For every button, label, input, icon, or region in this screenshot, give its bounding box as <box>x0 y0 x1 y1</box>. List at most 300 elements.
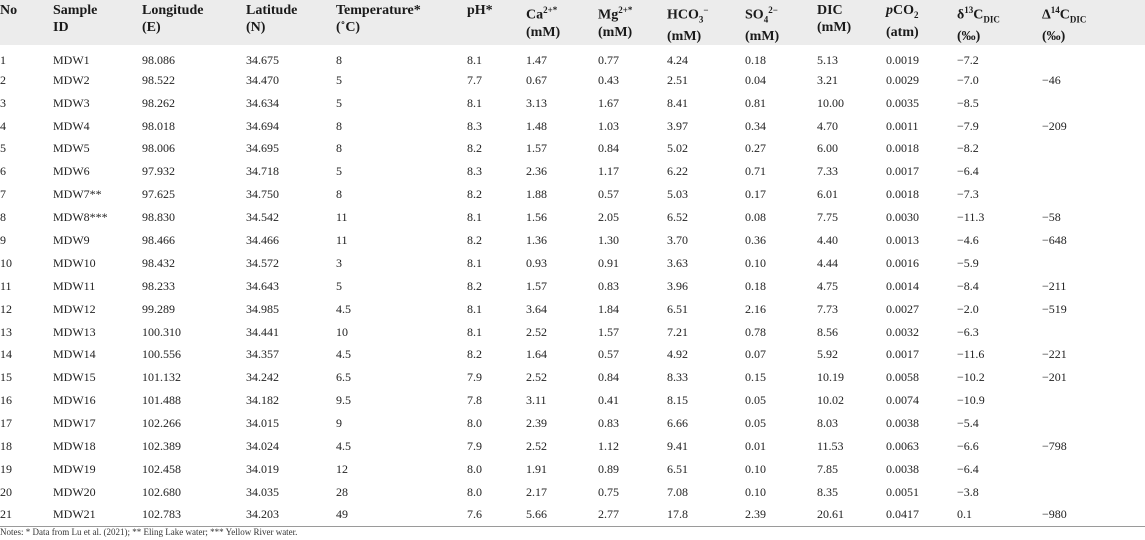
table-row <box>0 206 1145 229</box>
cell-mg: 1.12 <box>598 439 619 454</box>
cell-mg: 0.84 <box>598 141 619 156</box>
cell-latitude: 34.675 <box>246 52 279 67</box>
cell-mg: 2.77 <box>598 503 667 526</box>
cell-mg: 0.43 <box>598 72 619 87</box>
cell-latitude: 34.024 <box>246 439 279 454</box>
cell-sample-id: MDW10 <box>53 255 96 270</box>
cell-d13c: −2.0 <box>957 301 979 316</box>
cell-sample-id: MDW5 <box>53 141 90 156</box>
header-latitude: Latitude (N) <box>246 0 336 45</box>
cell-D14c <box>1042 251 1145 274</box>
cell-d13c: −7.0 <box>957 72 979 87</box>
cell-sample-id: MDW19 <box>53 461 96 476</box>
cell-hco3: 6.51 <box>667 461 688 476</box>
cell-d13c: −10.9 <box>957 393 985 408</box>
table-row <box>0 343 1145 366</box>
cell-so4: 0.10 <box>745 255 766 270</box>
cell-longitude: 102.680 <box>142 484 181 499</box>
header-ph: pH* <box>467 0 526 45</box>
table-row <box>0 160 1145 183</box>
cell-latitude: 34.634 <box>246 95 279 110</box>
cell-dic: 4.40 <box>817 233 838 248</box>
cell-temperature: 5 <box>336 95 342 110</box>
cell-mg: 0.91 <box>598 255 619 270</box>
cell-D14c: −209 <box>1042 118 1067 133</box>
cell-d13c: −6.4 <box>957 164 979 179</box>
cell-no: 17 <box>0 416 12 431</box>
cell-so4: 0.81 <box>745 95 766 110</box>
cell-d13c: −7.3 <box>957 187 979 202</box>
cell-D14c <box>1042 457 1145 480</box>
header-so4: $SO_4^{2-}$ (mM) <box>745 0 817 45</box>
cell-D14c: −798 <box>1042 439 1067 454</box>
cell-mg: 0.83 <box>598 278 619 293</box>
cell-longitude: 97.625 <box>142 187 175 202</box>
cell-latitude: 34.470 <box>246 72 279 87</box>
cell-mg: 0.84 <box>598 370 619 385</box>
cell-mg: 0.77 <box>598 52 619 67</box>
cell-d13c: −5.9 <box>957 255 979 270</box>
cell-mg: 1.67 <box>598 95 619 110</box>
cell-ca: 3.11 <box>526 393 547 408</box>
cell-pco2: 0.0038 <box>886 416 919 431</box>
table-row <box>0 320 1145 343</box>
cell-d13c: −6.3 <box>957 324 979 339</box>
cell-hco3: 5.02 <box>667 141 688 156</box>
cell-d13c: −11.6 <box>957 347 985 362</box>
cell-ca: 3.64 <box>526 301 547 316</box>
cell-pco2: 0.0029 <box>886 72 919 87</box>
cell-longitude: 98.466 <box>142 233 175 248</box>
cell-hco3: 6.22 <box>667 164 688 179</box>
cell-ph: 8.2 <box>467 233 482 248</box>
cell-sample-id: MDW21 <box>53 503 142 526</box>
table-row <box>0 45 1145 68</box>
cell-longitude: 100.310 <box>142 324 181 339</box>
cell-dic: 10.00 <box>817 95 844 110</box>
table-row <box>0 366 1145 389</box>
cell-no: 13 <box>0 324 12 339</box>
cell-so4: 0.01 <box>745 439 766 454</box>
cell-hco3: 6.52 <box>667 210 688 225</box>
cell-sample-id: MDW4 <box>53 118 90 133</box>
cell-ca: 1.57 <box>526 278 547 293</box>
cell-ca: 1.36 <box>526 233 547 248</box>
cell-d13c: −3.8 <box>957 484 979 499</box>
table-row <box>0 297 1145 320</box>
cell-dic: 10.19 <box>817 370 844 385</box>
table-row <box>0 503 1145 526</box>
cell-D14c: −519 <box>1042 301 1067 316</box>
cell-no: 15 <box>0 370 12 385</box>
cell-so4: 0.78 <box>745 324 766 339</box>
cell-pco2: 0.0013 <box>886 233 919 248</box>
cell-hco3: 4.92 <box>667 347 688 362</box>
cell-ph: 7.9 <box>467 439 482 454</box>
table-row <box>0 389 1145 412</box>
cell-latitude: 34.572 <box>246 255 279 270</box>
cell-d13c: −8.5 <box>957 95 979 110</box>
cell-sample-id: MDW12 <box>53 301 96 316</box>
cell-sample-id: MDW2 <box>53 72 90 87</box>
cell-longitude: 102.458 <box>142 461 181 476</box>
cell-pco2: 0.0035 <box>886 95 919 110</box>
cell-temperature: 8 <box>336 141 342 156</box>
cell-longitude: 99.289 <box>142 301 175 316</box>
cell-no: 20 <box>0 484 12 499</box>
cell-D14c: −46 <box>1042 72 1061 87</box>
cell-latitude: 34.203 <box>246 503 336 526</box>
cell-sample-id: MDW9 <box>53 233 90 248</box>
cell-temperature: 5 <box>336 164 342 179</box>
cell-dic: 4.75 <box>817 278 838 293</box>
table-row <box>0 480 1145 503</box>
cell-longitude: 98.018 <box>142 118 175 133</box>
cell-dic: 5.92 <box>817 347 838 362</box>
cell-dic: 6.00 <box>817 141 838 156</box>
cell-ca: 1.47 <box>526 52 547 67</box>
cell-no: 10 <box>0 255 12 270</box>
cell-ph: 8.1 <box>467 95 482 110</box>
cell-pco2: 0.0018 <box>886 187 919 202</box>
cell-ca: 0.67 <box>526 72 547 87</box>
cell-d13c: −5.4 <box>957 416 979 431</box>
cell-longitude: 102.389 <box>142 439 181 454</box>
cell-d13c: −7.9 <box>957 118 979 133</box>
cell-dic: 20.61 <box>817 503 886 526</box>
cell-d13c: −4.6 <box>957 233 979 248</box>
header-D14c: $\Delta^{14}C_{DIC}$ (‰) <box>1042 0 1145 45</box>
cell-D14c <box>1042 160 1145 183</box>
cell-no: 7 <box>0 187 6 202</box>
cell-temperature: 4.5 <box>336 301 351 316</box>
cell-hco3: 8.15 <box>667 393 688 408</box>
cell-latitude: 34.750 <box>246 187 279 202</box>
cell-temperature: 4.5 <box>336 439 351 454</box>
cell-hco3: 3.70 <box>667 233 688 248</box>
cell-ca: 3.13 <box>526 95 547 110</box>
cell-ca: 2.17 <box>526 484 547 499</box>
cell-longitude: 102.266 <box>142 416 181 431</box>
cell-so4: 0.34 <box>745 118 766 133</box>
cell-mg: 2.05 <box>598 210 619 225</box>
cell-mg: 1.17 <box>598 164 619 179</box>
cell-ca: 1.56 <box>526 210 547 225</box>
cell-ca: 1.88 <box>526 187 547 202</box>
cell-dic: 4.44 <box>817 255 838 270</box>
cell-hco3: 8.41 <box>667 95 688 110</box>
table-notes: Notes: * Data from Lu et al. (2021); ** Eling Lake water; *** Yellow River water. <box>0 527 298 537</box>
cell-no: 21 <box>0 503 53 526</box>
cell-d13c: 0.1 <box>957 503 1042 526</box>
cell-hco3: 7.08 <box>667 484 688 499</box>
cell-D14c <box>1042 480 1145 503</box>
cell-longitude: 97.932 <box>142 164 175 179</box>
cell-sample-id: MDW15 <box>53 370 96 385</box>
cell-pco2: 0.0038 <box>886 461 919 476</box>
cell-so4: 0.10 <box>745 461 766 476</box>
cell-so4: 0.18 <box>745 278 766 293</box>
cell-so4: 2.39 <box>745 503 817 526</box>
cell-d13c: −8.2 <box>957 141 979 156</box>
cell-pco2: 0.0051 <box>886 484 919 499</box>
cell-pco2: 0.0058 <box>886 370 919 385</box>
cell-temperature: 8 <box>336 187 342 202</box>
cell-temperature: 8 <box>336 52 342 67</box>
cell-ph: 8.0 <box>467 416 482 431</box>
cell-temperature: 5 <box>336 278 342 293</box>
cell-sample-id: MDW20 <box>53 484 96 499</box>
cell-sample-id: MDW7** <box>53 187 102 202</box>
cell-sample-id: MDW14 <box>53 347 96 362</box>
cell-D14c: −648 <box>1042 233 1067 248</box>
cell-pco2: 0.0027 <box>886 301 919 316</box>
cell-dic: 5.13 <box>817 52 838 67</box>
cell-ph: 8.1 <box>467 324 482 339</box>
header-mg: $Mg^{2+*}$ (mM) <box>598 0 667 45</box>
cell-sample-id: MDW6 <box>53 164 90 179</box>
cell-d13c: −6.4 <box>957 461 979 476</box>
cell-temperature: 10 <box>336 324 348 339</box>
header-hco3: $HCO_3^-$ (mM) <box>667 0 745 45</box>
cell-sample-id: MDW17 <box>53 416 96 431</box>
cell-no: 5 <box>0 141 6 156</box>
table-row <box>0 137 1145 160</box>
cell-d13c: −8.4 <box>957 278 979 293</box>
cell-D14c <box>1042 183 1145 206</box>
cell-D14c <box>1042 412 1145 435</box>
cell-dic: 6.01 <box>817 187 838 202</box>
cell-temperature: 9 <box>336 416 342 431</box>
table-row <box>0 435 1145 458</box>
header-temperature: Temperature* (˚C) <box>336 0 467 45</box>
cell-latitude: 34.542 <box>246 210 279 225</box>
cell-ph: 7.8 <box>467 393 482 408</box>
cell-ca: 1.57 <box>526 141 547 156</box>
cell-so4: 0.05 <box>745 416 766 431</box>
cell-no: 18 <box>0 439 12 454</box>
cell-dic: 3.21 <box>817 72 838 87</box>
cell-temperature: 9.5 <box>336 393 351 408</box>
cell-ph: 8.1 <box>467 52 482 67</box>
cell-longitude: 98.432 <box>142 255 175 270</box>
cell-pco2: 0.0032 <box>886 324 919 339</box>
cell-D14c: −201 <box>1042 370 1067 385</box>
header-dic: DIC (mM) <box>817 0 886 45</box>
cell-longitude: 98.522 <box>142 72 175 87</box>
cell-latitude: 34.182 <box>246 393 279 408</box>
cell-pco2: 0.0417 <box>886 503 957 526</box>
cell-temperature: 6.5 <box>336 370 351 385</box>
cell-no: 3 <box>0 95 6 110</box>
cell-hco3: 6.51 <box>667 301 688 316</box>
cell-ph: 7.9 <box>467 370 482 385</box>
cell-mg: 0.57 <box>598 347 619 362</box>
cell-no: 19 <box>0 461 12 476</box>
cell-no: 2 <box>0 72 6 87</box>
cell-dic: 8.35 <box>817 484 838 499</box>
cell-D14c: −221 <box>1042 347 1067 362</box>
cell-pco2: 0.0074 <box>886 393 919 408</box>
header-longitude: Longitude (E) <box>142 0 246 45</box>
cell-ca: 2.36 <box>526 164 547 179</box>
cell-ph: 8.2 <box>467 347 482 362</box>
cell-latitude: 34.643 <box>246 278 279 293</box>
cell-hco3: 3.63 <box>667 255 688 270</box>
cell-longitude: 98.233 <box>142 278 175 293</box>
cell-pco2: 0.0063 <box>886 439 919 454</box>
cell-ph: 8.0 <box>467 484 482 499</box>
cell-dic: 7.85 <box>817 461 838 476</box>
cell-temperature: 11 <box>336 233 348 248</box>
cell-mg: 1.57 <box>598 324 619 339</box>
cell-ph: 8.1 <box>467 210 482 225</box>
cell-no: 14 <box>0 347 12 362</box>
cell-pco2: 0.0019 <box>886 52 919 67</box>
header-row <box>0 0 1145 45</box>
cell-hco3: 4.24 <box>667 52 688 67</box>
cell-no: 9 <box>0 233 6 248</box>
cell-dic: 7.75 <box>817 210 838 225</box>
cell-ph: 8.3 <box>467 118 482 133</box>
cell-ph: 8.0 <box>467 461 482 476</box>
cell-so4: 0.07 <box>745 347 766 362</box>
cell-temperature: 28 <box>336 484 348 499</box>
header-sample-id: Sample ID <box>53 0 142 45</box>
cell-sample-id: MDW1 <box>53 52 90 67</box>
cell-D14c: −980 <box>1042 503 1145 526</box>
cell-latitude: 34.466 <box>246 233 279 248</box>
cell-ca: 1.91 <box>526 461 547 476</box>
cell-no: 4 <box>0 118 6 133</box>
cell-d13c: −11.3 <box>957 210 985 225</box>
cell-pco2: 0.0030 <box>886 210 919 225</box>
cell-ca: 1.64 <box>526 347 547 362</box>
cell-ca: 2.39 <box>526 416 547 431</box>
cell-ca: 5.66 <box>526 503 598 526</box>
table-row <box>0 114 1145 137</box>
cell-D14c: −211 <box>1042 278 1067 293</box>
cell-no: 1 <box>0 52 6 67</box>
cell-longitude: 101.132 <box>142 370 181 385</box>
cell-D14c <box>1042 320 1145 343</box>
cell-D14c <box>1042 91 1145 114</box>
cell-dic: 8.03 <box>817 416 838 431</box>
cell-pco2: 0.0018 <box>886 141 919 156</box>
cell-so4: 0.08 <box>745 210 766 225</box>
cell-ph: 8.3 <box>467 164 482 179</box>
cell-sample-id: MDW8*** <box>53 210 108 225</box>
table-row <box>0 274 1145 297</box>
cell-mg: 1.03 <box>598 118 619 133</box>
table-row <box>0 412 1145 435</box>
cell-pco2: 0.0014 <box>886 278 919 293</box>
cell-no: 11 <box>0 278 12 293</box>
header-ca: $Ca^{2+*}$ (mM) <box>526 0 598 45</box>
cell-d13c: −10.2 <box>957 370 985 385</box>
cell-ph: 8.1 <box>467 255 482 270</box>
cell-ph: 7.6 <box>467 503 526 526</box>
cell-ph: 7.7 <box>467 72 482 87</box>
cell-ph: 8.2 <box>467 187 482 202</box>
table-row <box>0 183 1145 206</box>
cell-mg: 0.83 <box>598 416 619 431</box>
cell-mg: 0.89 <box>598 461 619 476</box>
cell-pco2: 0.0017 <box>886 164 919 179</box>
cell-temperature: 12 <box>336 461 348 476</box>
cell-ca: 2.52 <box>526 324 547 339</box>
cell-D14c <box>1042 45 1145 68</box>
cell-D14c <box>1042 389 1145 412</box>
cell-so4: 2.16 <box>745 301 766 316</box>
cell-dic: 11.53 <box>817 439 844 454</box>
cell-hco3: 3.97 <box>667 118 688 133</box>
cell-latitude: 34.694 <box>246 118 279 133</box>
cell-ca: 2.52 <box>526 370 547 385</box>
cell-ca: 1.48 <box>526 118 547 133</box>
cell-mg: 0.57 <box>598 187 619 202</box>
cell-temperature: 11 <box>336 210 348 225</box>
cell-dic: 7.33 <box>817 164 838 179</box>
header-no: No <box>0 0 53 45</box>
cell-hco3: 3.96 <box>667 278 688 293</box>
cell-ca: 0.93 <box>526 255 547 270</box>
cell-longitude: 102.783 <box>142 503 246 526</box>
cell-no: 6 <box>0 164 6 179</box>
cell-hco3: 2.51 <box>667 72 688 87</box>
cell-so4: 0.04 <box>745 72 766 87</box>
cell-latitude: 34.441 <box>246 324 279 339</box>
cell-sample-id: MDW3 <box>53 95 90 110</box>
cell-ph: 8.1 <box>467 301 482 316</box>
table-body <box>0 45 1145 526</box>
cell-temperature: 3 <box>336 255 342 270</box>
cell-dic: 10.02 <box>817 393 844 408</box>
cell-ph: 8.2 <box>467 278 482 293</box>
cell-dic: 8.56 <box>817 324 838 339</box>
cell-d13c: −7.2 <box>957 52 979 67</box>
cell-temperature: 5 <box>336 72 342 87</box>
cell-latitude: 34.718 <box>246 164 279 179</box>
cell-longitude: 98.086 <box>142 52 175 67</box>
cell-longitude: 98.830 <box>142 210 175 225</box>
cell-dic: 4.70 <box>817 118 838 133</box>
cell-so4: 0.36 <box>745 233 766 248</box>
cell-hco3: 7.21 <box>667 324 688 339</box>
cell-latitude: 34.019 <box>246 461 279 476</box>
cell-latitude: 34.035 <box>246 484 279 499</box>
cell-so4: 0.05 <box>745 393 766 408</box>
cell-D14c: −58 <box>1042 210 1061 225</box>
table-row <box>0 68 1145 91</box>
cell-mg: 0.75 <box>598 484 619 499</box>
cell-latitude: 34.242 <box>246 370 279 385</box>
cell-sample-id: MDW13 <box>53 324 96 339</box>
cell-hco3: 6.66 <box>667 416 688 431</box>
cell-no: 8 <box>0 210 6 225</box>
cell-ca: 2.52 <box>526 439 547 454</box>
table-row <box>0 457 1145 480</box>
cell-longitude: 98.006 <box>142 141 175 156</box>
cell-temperature: 8 <box>336 118 342 133</box>
cell-sample-id: MDW11 <box>53 278 96 293</box>
cell-mg: 1.84 <box>598 301 619 316</box>
cell-temperature: 49 <box>336 503 467 526</box>
table-row <box>0 251 1145 274</box>
cell-D14c <box>1042 137 1145 160</box>
cell-temperature: 4.5 <box>336 347 351 362</box>
cell-so4: 0.18 <box>745 52 766 67</box>
